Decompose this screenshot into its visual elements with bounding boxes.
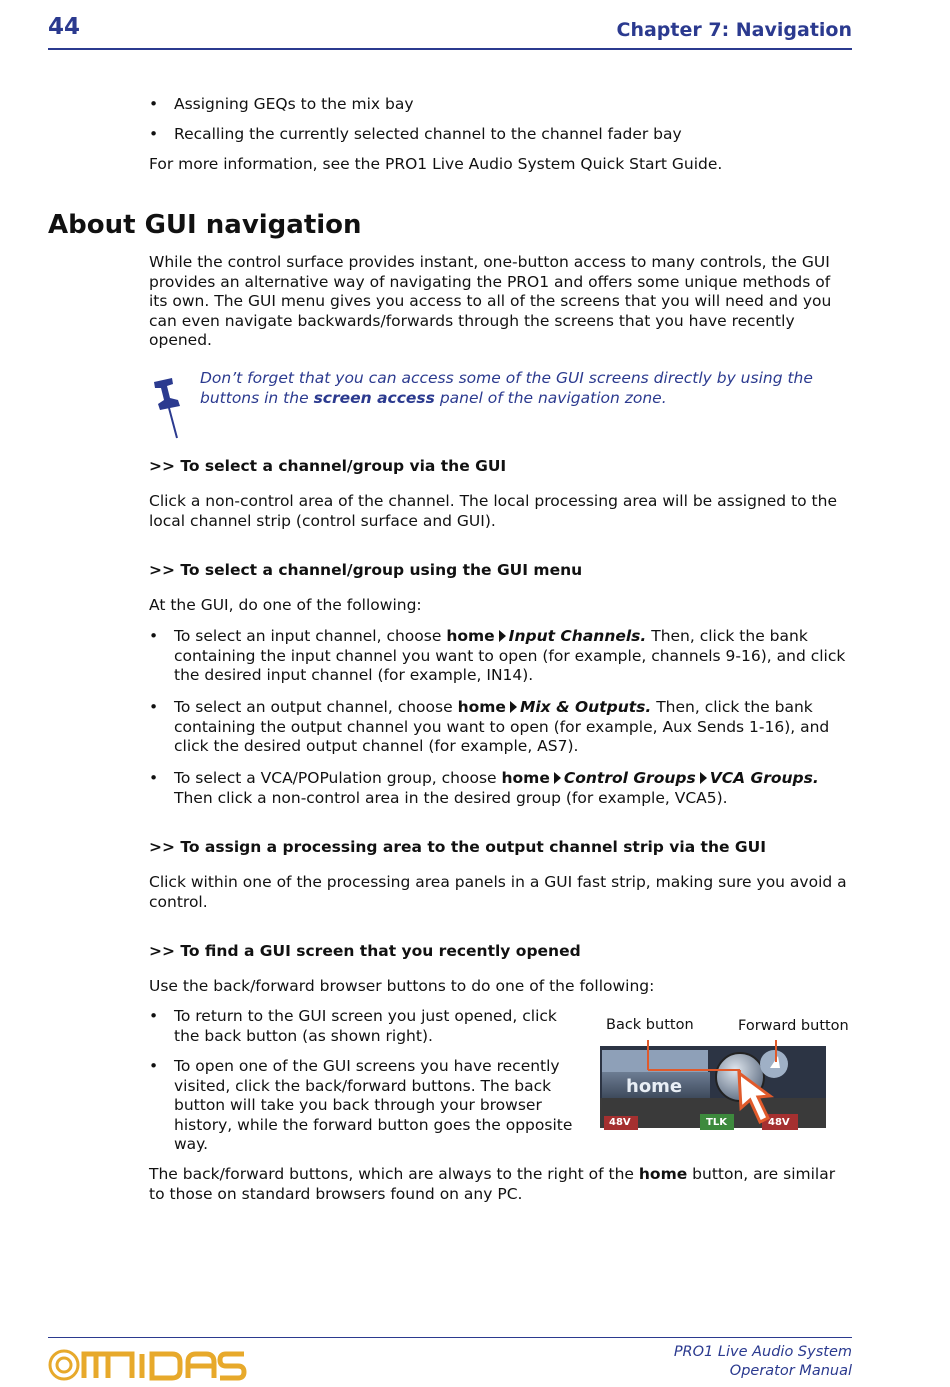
midas-logo [48,1348,248,1382]
menu-arrow-icon [499,630,506,642]
procedure-text: Click within one of the processing area panels in a GUI fast strip, making sure you avoid a control. [149,873,847,911]
procedure-heading: >> To select a channel/group via the GUI [149,457,507,475]
intro-bullet: • Assigning GEQs to the mix bay [149,95,414,113]
button-48v[interactable]: 48V [609,1117,631,1128]
footer-product: PRO1 Live Audio System [673,1344,852,1360]
footer-divider [48,1337,852,1338]
intro-bullet: • Recalling the currently selected channel to the channel fader bay [149,125,682,143]
intro-more-info: For more information, see the PRO1 Live Audio System Quick Start Guide. [149,155,723,173]
procedure-bullet: • To open one of the GUI screens you have recently visited, click the back/forward buttons. The back button will take you back through your browser history, while the forward button goes the opposite way. [149,1057,573,1154]
procedure-lead: Use the back/forward browser buttons to do one of the following: [149,977,655,995]
page-number: 44 [48,14,81,40]
button-48v[interactable]: 48V [768,1117,790,1128]
procedure-bullet: • To return to the GUI screen you just opened, click the back button (as shown right). [149,1007,557,1045]
procedure-heading: >> To select a channel/group using the GUI menu [149,561,583,579]
menu-arrow-icon [700,772,707,784]
procedure-bullet: • To select an output channel, choose home Mix & Outputs. Then, click the bank containing the output channel you want to open (for example, Aux Sends 1-16), and click the desired output channel (for example, AS7). [149,698,830,756]
back-button-label: Back button [606,1017,694,1033]
forward-button-label: Forward button [738,1018,849,1034]
gui-screenshot-figure [600,1040,828,1135]
procedure-bullet: • To select an input channel, choose home Input Channels. Then, click the bank containing the input channel you want to open (for example, channels 9-16), and click the desired input channel (for example, IN14). [149,627,846,685]
footer-text [674,1343,852,1381]
procedure-heading: >> To assign a processing area to the output channel strip via the GUI [149,838,766,856]
button-talk[interactable]: TLK [706,1117,727,1128]
section-paragraph: While the control surface provides instant, one-button access to many controls, the GUI provides an alternative way of navigating the PRO1 and offers some unique methods of its own. The GUI menu gives you access to all of the screens that you will need and you can even navigate backwards/forwards through the screens that you have recently opened. [149,253,832,350]
footer-manual: Operator Manual [729,1363,852,1379]
chapter-title: Chapter 7: Navigation [616,19,852,41]
procedure-text: Click a non-control area of the channel. The local processing area will be assigned to the local channel strip (control surface and GUI). [149,492,837,530]
procedure-bullet: • To select a VCA/POPulation group, choose home Control Groups VCA Groups. Then click a non-control area in the desired group (for example, VCA5). [149,769,819,807]
header-divider [48,48,852,50]
section-heading: About GUI navigation [48,210,362,240]
procedure-lead: At the GUI, do one of the following: [149,596,422,614]
menu-arrow-icon [510,701,517,713]
home-button[interactable]: home [626,1076,683,1097]
menu-arrow-icon [554,772,561,784]
procedure-heading: >> To find a GUI screen that you recently opened [149,942,581,960]
pushpin-icon [150,374,186,440]
note-text: Don’t forget that you can access some of the GUI screens directly by using the buttons in the screen access panel of the navigation zone. [200,369,813,407]
closing-paragraph: The back/forward buttons, which are always to the right of the home button, are similar to those on standard browsers found on any PC. [149,1165,836,1203]
